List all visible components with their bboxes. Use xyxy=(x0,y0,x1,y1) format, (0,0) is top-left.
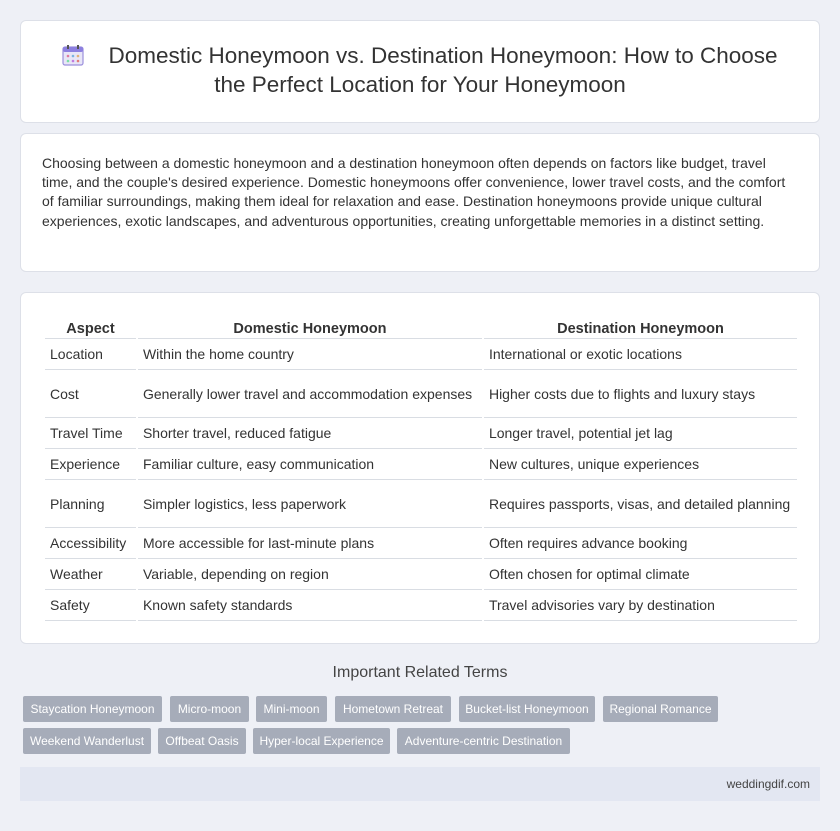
table-row xyxy=(45,559,797,590)
cell-aspect: Accessibility xyxy=(45,528,136,559)
cell-destination: Often chosen for optimal climate xyxy=(484,559,797,590)
comparison-table xyxy=(43,315,799,621)
table-row xyxy=(45,480,797,528)
cell-aspect: Cost xyxy=(45,370,136,418)
related-terms-list xyxy=(23,696,803,760)
tag-regional-romance[interactable]: Regional Romance xyxy=(603,696,718,722)
footer xyxy=(20,767,820,801)
cell-domestic: Known safety standards xyxy=(138,590,482,621)
table-row xyxy=(45,590,797,621)
tag-weekend-wanderlust[interactable]: Weekend Wanderlust xyxy=(23,728,151,754)
header-aspect: Aspect xyxy=(45,315,136,339)
cell-destination: Requires passports, visas, and detailed planning xyxy=(484,480,797,528)
title-card xyxy=(20,20,820,123)
header-destination: Destination Honeymoon xyxy=(484,315,797,339)
table-row xyxy=(45,370,797,418)
intro-card xyxy=(20,133,820,272)
cell-domestic: Simpler logistics, less paperwork xyxy=(138,480,482,528)
table-row xyxy=(45,339,797,370)
tag-offbeat-oasis[interactable]: Offbeat Oasis xyxy=(158,728,246,754)
cell-domestic: Generally lower travel and accommodation expenses xyxy=(138,370,482,418)
cell-aspect: Safety xyxy=(45,590,136,621)
footer-site[interactable]: weddingdif.com xyxy=(726,777,810,791)
cell-domestic: Variable, depending on region xyxy=(138,559,482,590)
tag-mini-moon[interactable]: Mini-moon xyxy=(256,696,327,722)
tag-row xyxy=(23,728,803,754)
page-title: Domestic Honeymoon vs. Destination Honeymoon: How to Choose the Perfect Location for Your Honeymoon xyxy=(108,43,778,97)
cell-aspect: Location xyxy=(45,339,136,370)
table-row xyxy=(45,528,797,559)
table-row xyxy=(45,449,797,480)
cell-aspect: Planning xyxy=(45,480,136,528)
cell-aspect: Travel Time xyxy=(45,418,136,449)
intro-text: Choosing between a domestic honeymoon and a destination honeymoon often depends on factors like budget, travel time, and the couple's desired experience. Domestic honeymoons offer convenience, lower travel costs, and the comfort of familiar surroundings, making them ideal for relaxation and ease. Destination honeymoons provide unique cultural experiences, exotic landscapes, and adventurous opportunities, creating unforgettable memories in a distinct setting. xyxy=(42,155,786,229)
cell-destination: International or exotic locations xyxy=(484,339,797,370)
page-title-wrap xyxy=(21,41,819,99)
cell-domestic: Within the home country xyxy=(138,339,482,370)
cell-destination: New cultures, unique experiences xyxy=(484,449,797,480)
cell-destination: Travel advisories vary by destination xyxy=(484,590,797,621)
tag-bucket-list-honeymoon[interactable]: Bucket-list Honeymoon xyxy=(459,696,595,722)
tag-micro-moon[interactable]: Micro-moon xyxy=(170,696,249,722)
cell-destination: Longer travel, potential jet lag xyxy=(484,418,797,449)
tag-hyper-local-experience[interactable]: Hyper-local Experience xyxy=(253,728,390,754)
header-domestic: Domestic Honeymoon xyxy=(138,315,482,339)
cell-domestic: Shorter travel, reduced fatigue xyxy=(138,418,482,449)
cell-domestic: More accessible for last-minute plans xyxy=(138,528,482,559)
tag-hometown-retreat[interactable]: Hometown Retreat xyxy=(335,696,451,722)
tag-adventure-centric-destination[interactable]: Adventure-centric Destination xyxy=(397,728,570,754)
cell-domestic: Familiar culture, easy communication xyxy=(138,449,482,480)
related-terms-title: Important Related Terms xyxy=(332,664,508,681)
comparison-table-card xyxy=(20,292,820,644)
calendar-icon xyxy=(62,44,84,66)
table-row xyxy=(45,418,797,449)
cell-destination: Higher costs due to flights and luxury stays xyxy=(484,370,797,418)
cell-destination: Often requires advance booking xyxy=(484,528,797,559)
tag-staycation-honeymoon[interactable]: Staycation Honeymoon xyxy=(23,696,162,722)
cell-aspect: Weather xyxy=(45,559,136,590)
cell-aspect: Experience xyxy=(45,449,136,480)
tag-row xyxy=(23,696,803,722)
